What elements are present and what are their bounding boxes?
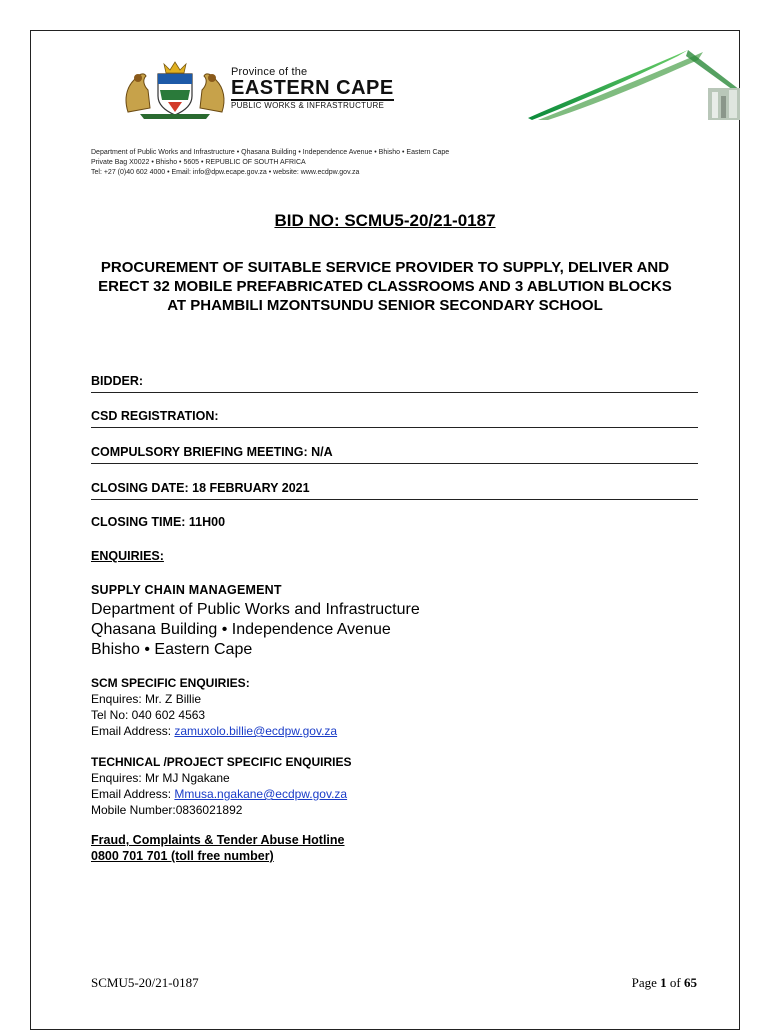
address-line-2: Private Bag X0022 • Bhisho • 5605 • REPUBLIC OF SOUTH AFRICA [91, 159, 306, 166]
logo-province-label: Province of the [231, 66, 308, 78]
address-website: • website: www.ecdpw.gov.za [266, 169, 360, 176]
enquiries-heading: ENQUIRIES: [91, 549, 164, 563]
bidder-field: BIDDER: [91, 374, 698, 393]
scm-specific-tel: Tel No: 040 602 4563 [91, 708, 206, 722]
scm-address [91, 600, 420, 660]
scm-specific-email-link[interactable]: zamuxolo.billie@ecdpw.gov.za [174, 724, 338, 738]
fraud-hotline-title: Fraud, Complaints & Tender Abuse Hotline [91, 833, 345, 847]
scm-specific-heading: SCM SPECIFIC ENQUIRIES: [91, 676, 250, 690]
fraud-hotline [91, 832, 345, 864]
footer-page-number [632, 975, 697, 991]
briefing-meeting-field: COMPULSORY BRIEFING MEETING: N/A [91, 445, 698, 464]
coat-of-arms-icon [120, 60, 230, 120]
logo-text [231, 66, 394, 111]
technical-heading: TECHNICAL /PROJECT SPECIFIC ENQUIRIES [91, 755, 352, 769]
department-address [91, 148, 449, 178]
department-logo [120, 60, 450, 120]
csd-registration-field: CSD REGISTRATION: [91, 409, 698, 428]
logo-province-name: EASTERN CAPE [231, 77, 394, 99]
scm-specific-enquires: Enquires: Mr. Z Billie [91, 692, 202, 706]
technical-email-row [91, 786, 347, 802]
logo-department-name: PUBLIC WORKS & INFRASTRUCTURE [231, 101, 385, 110]
closing-date-field: CLOSING DATE: 18 FEBRUARY 2021 [91, 481, 698, 500]
of-label: of [666, 975, 684, 990]
address-line-1: Department of Public Works and Infrastructure • Qhasana Building • Independence Avenue • Bhisho • Eastern Cape [91, 149, 450, 156]
scm-department: Department of Public Works and Infrastructure [91, 601, 420, 618]
header-banner-graphic [528, 50, 740, 120]
closing-time-field: CLOSING TIME: 11H00 [91, 515, 226, 529]
total-pages: 65 [684, 975, 697, 990]
scm-specific-email-row [91, 723, 337, 739]
fraud-hotline-number: 0800 701 701 (toll free number) [91, 849, 274, 863]
current-page: 1 [660, 975, 667, 990]
bid-number: BID NO: SCMU5-20/21-0187 [274, 211, 496, 230]
address-tel: Tel: +27 (0)40 602 4000 • Email: [91, 169, 193, 176]
page-border [30, 30, 740, 1030]
address-email-link[interactable]: info@dpw.ecape.gov.za [192, 169, 267, 176]
technical-email-label: Email Address: [91, 787, 175, 801]
technical-email-link[interactable]: Mmusa.ngakane@ecdpw.gov.za [174, 787, 348, 801]
technical-mobile: Mobile Number:0836021892 [91, 803, 243, 817]
footer-reference: SCMU5-20/21-0187 [91, 975, 199, 990]
scm-specific-email-label: Email Address: [91, 724, 175, 738]
scm-building: Qhasana Building • Independence Avenue [91, 621, 391, 638]
page-label: Page [631, 975, 661, 990]
scm-heading: SUPPLY CHAIN MANAGEMENT [91, 583, 282, 597]
document-title: PROCUREMENT OF SUITABLE SERVICE PROVIDER TO SUPPLY, DELIVER AND ERECT 32 MOBILE PREFABRICATED CLASSROOMS AND 3 ABLUTION BLOCKS AT PHAMBILI MZONTSUNDU SENIOR SECONDARY SCHOOL [98, 259, 672, 314]
technical-enquires: Enquires: Mr MJ Ngakane [91, 771, 230, 785]
address-line-3 [91, 168, 449, 178]
scm-town: Bhisho • Eastern Cape [91, 641, 253, 658]
